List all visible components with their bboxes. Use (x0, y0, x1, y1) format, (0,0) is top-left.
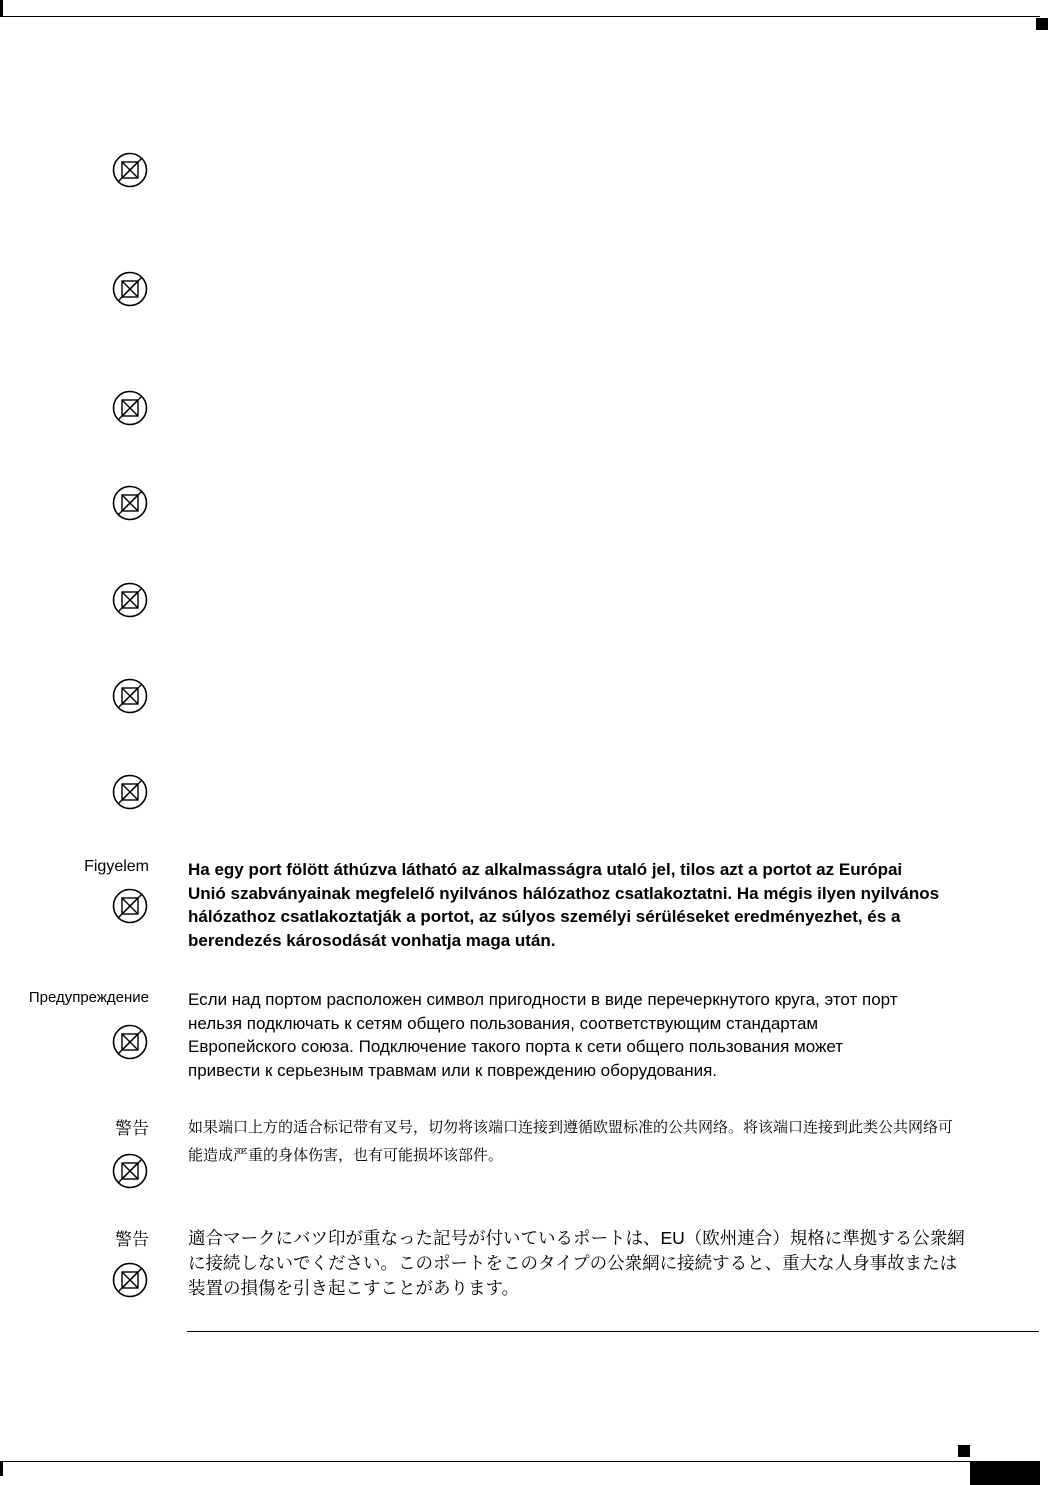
text-line: berendezés károsodását vonhatja maga után. (188, 930, 556, 950)
text-line: Unió szabványainak megfelelő nyilvános hálózathoz csatlakoztatni. Ha mégis ilyen nyilvános (188, 883, 940, 903)
warning-symbol-icon (112, 152, 148, 188)
section-end-rule (187, 1331, 1039, 1332)
text-line: Ha egy port fölött áthúzva látható az alkalmasságra utaló jel, tilos azt a portot az Európai (188, 860, 903, 879)
warning-label-russian: Предупреждение (28, 989, 149, 1006)
warning-symbol-icon (112, 1153, 148, 1189)
warning-symbol-icon (112, 678, 148, 714)
footer-rule (0, 1461, 1040, 1462)
warning-text-japanese (188, 1226, 1033, 1301)
text-line: нельзя подключать к сетям общего пользования, соответствующим стандартам (188, 1013, 819, 1033)
text-line: hálózathoz csatlakoztatják a portot, az súlyos személyi sérüléseket eredményezhet, és a (188, 907, 901, 926)
page-number-tab (970, 1462, 1040, 1485)
warning-text-chinese (188, 1114, 1033, 1170)
text-line: に接続しないでください。このポートをこのタイプの公衆網に接続すると、重大な人身事故または (188, 1253, 958, 1273)
warning-symbol-icon (112, 582, 148, 618)
text-line: 如果端口上方的适合标记带有叉号，切勿将该端口连接到遵循欧盟标准的公共网络。将该端口连接到此类公共网络可 (188, 1119, 954, 1136)
text-line: 能造成严重的身体伤害，也有可能损坏该部件。 (188, 1147, 504, 1164)
warning-label-japanese: 警告 (115, 1230, 149, 1249)
warning-symbol-icon (112, 774, 148, 810)
warning-symbol-icon (112, 1262, 148, 1298)
warning-symbol-icon (112, 1024, 148, 1060)
text-line: Если над портом расположен символ пригодности в виде перечеркнутого круга, этот порт (188, 990, 898, 1009)
text-line: привести к серьезным травмам или к повреждению оборудования. (188, 1060, 718, 1080)
warning-symbol-icon (112, 271, 148, 307)
warning-label-hungarian: Figyelem (84, 858, 149, 875)
top-left-tick (0, 0, 3, 17)
warning-symbol-icon (112, 390, 148, 426)
text-line: Европейского союза. Подключение такого порта к сети общего пользования может (188, 1037, 844, 1056)
footer-marker (958, 1445, 970, 1457)
warning-symbol-icon (112, 888, 148, 924)
warning-text-russian (188, 988, 1033, 1082)
text-line: 適合マークにバツ印が重なった記号が付いているポートは、EU（欧州連合）規格に準拠する公衆網 (188, 1228, 965, 1248)
warning-symbol-icon (112, 485, 148, 521)
bottom-left-tick (0, 1462, 3, 1476)
text-line: 装置の損傷を引き起こすことがあります。 (188, 1278, 520, 1298)
header-rule (0, 16, 1040, 17)
header-marker (1036, 18, 1048, 30)
warning-label-chinese: 警告 (115, 1119, 149, 1138)
warning-text-hungarian (188, 858, 1033, 952)
